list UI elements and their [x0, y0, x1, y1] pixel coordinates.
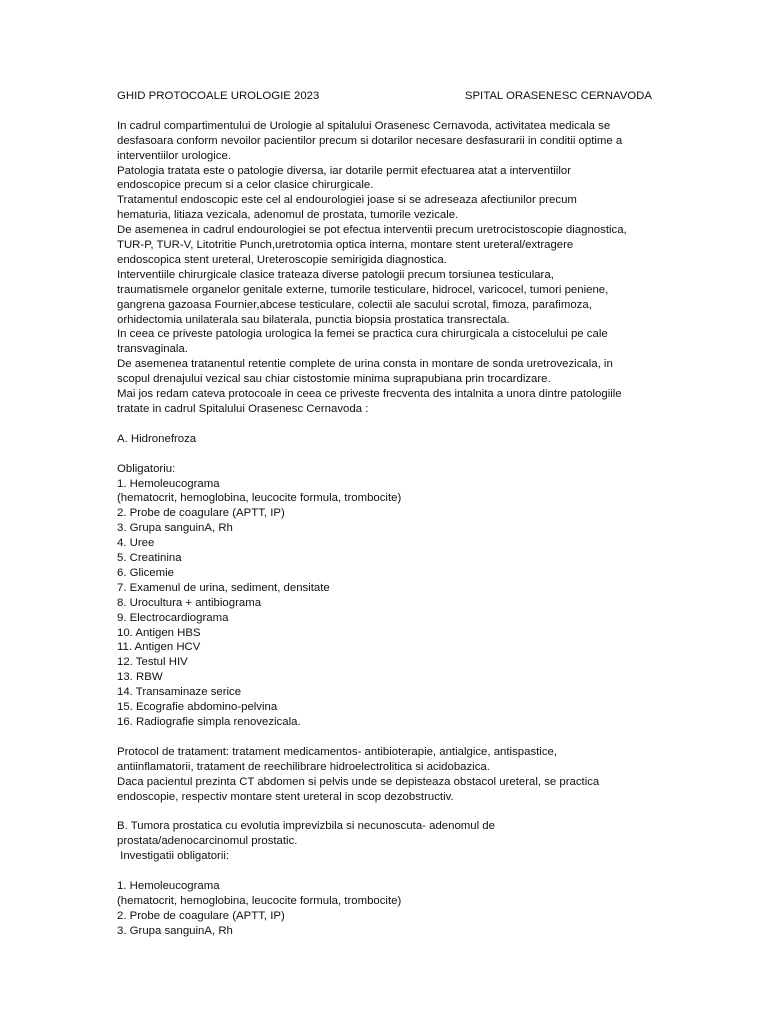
spacer: [117, 864, 652, 879]
intro-line: orhidectomia unilaterala sau bilaterala, punctia biopsia prostatica transrectala.: [117, 313, 510, 326]
list-item: 10. Antigen HBS: [117, 626, 201, 639]
treatment-line: Daca pacientul prezinta CT abdomen si pelvis unde se depisteaza obstacol ureteral, se practica: [117, 775, 600, 788]
list-item: 2. Probe de coagulare (APTT, IP): [117, 507, 285, 520]
intro-line: TUR-P, TUR-V, Litotritie Punch,uretrotomia optica interna, montare stent ureteral/extragere: [117, 239, 574, 252]
section-b-title: prostata/adenocarcinomul prostatic.: [117, 835, 298, 848]
list-item: 1. Hemoleucograma: [117, 477, 220, 490]
list-item: 9. Electrocardiograma: [117, 611, 229, 624]
intro-line: In ceea ce priveste patologia urologica la femei se practica cura chirurgicala a cistocelului pe cale: [117, 328, 608, 341]
list-item: 15. Ecografie abdomino-pelvina: [117, 701, 278, 714]
obligatory-label: Obligatoriu:: [117, 462, 176, 475]
intro-line: Tratamentul endoscopic este cel al endourologiei joase si se adreseaza afectiunilor precum: [117, 194, 577, 207]
spacer: [117, 417, 652, 432]
list-item: 7. Examenul de urina, sediment, densitate: [117, 581, 330, 594]
list-item: 6. Glicemie: [117, 566, 174, 579]
intro-line: endoscopica stent ureteral, Ureteroscopie semirigida diagnostica.: [117, 253, 447, 266]
header-hospital: SPITAL ORASENESC CERNAVODA: [464, 90, 652, 102]
section-a-investigations: [117, 477, 652, 730]
intro-line: scopul drenajului vezical sau chiar cistostomie minima suprapubiana prin trocardizare.: [117, 373, 551, 386]
list-item: (hematocrit, hemoglobina, leucocite formula, trombocite): [117, 894, 402, 907]
list-item: 3. Grupa sanguinA, Rh: [117, 522, 233, 535]
list-item: 1. Hemoleucograma: [117, 879, 220, 892]
intro-line: Mai jos redam cateva protocoale in ceea ce priveste frecventa des intalnita a unora dintre patologiile: [117, 388, 622, 401]
treatment-line: antiinflamatorii, tratament de reechilibrare hidroelectrolitica si acidobazica.: [117, 760, 490, 773]
intro-paragraph: [117, 119, 652, 417]
intro-line: De asemenea tratanentul retentie complete de urina consta in montare de sonda uretrovezicala, in: [117, 358, 613, 371]
intro-line: interventiilor urologice.: [117, 149, 231, 162]
list-item: 3. Grupa sanguinA, Rh: [117, 924, 233, 937]
list-item: 11. Antigen HCV: [117, 641, 201, 654]
list-item: 5. Creatinina: [117, 552, 182, 565]
list-item: 4. Uree: [117, 537, 155, 550]
list-item: 13. RBW: [117, 671, 163, 684]
intro-line: Patologia tratata este o patologie diversa, iar dotarile permit efectuarea atat a interventiilor: [117, 164, 571, 177]
section-b: [117, 819, 652, 938]
list-item: 8. Urocultura + antibiograma: [117, 596, 262, 609]
list-item: 12. Testul HIV: [117, 656, 188, 669]
section-a-title: A. Hidronefroza: [117, 432, 197, 445]
intro-line: gangrena gazoasa Fournier,abcese testiculare, colectii ale sacului scrotal, fimoza, parafimoza,: [117, 298, 592, 311]
section-b-title: B. Tumora prostatica cu evolutia imprevizbila si necunoscuta- adenomul de: [117, 820, 495, 833]
intro-line: In cadrul compartimentului de Urologie al spitalului Orasenesc Cernavoda, activitatea medicala se: [117, 119, 611, 132]
intro-line: desfasoara conform nevoilor pacientilor precum si dotarilor necesare desfasurarii in conditii optime a: [117, 134, 623, 147]
document-page: [117, 89, 652, 939]
section-b-subtitle: Investigatii obligatorii:: [117, 850, 230, 863]
section-a: [117, 432, 652, 805]
section-a-treatment: [117, 745, 652, 805]
intro-line: endoscopice precum si a celor clasice chirurgicale.: [117, 179, 374, 192]
section-b-investigations: [117, 879, 652, 939]
intro-line: transvaginala.: [117, 343, 188, 356]
intro-line: Interventiile chirurgicale clasice trateaza diverse patologii precum torsiunea testiculara,: [117, 268, 554, 281]
intro-line: De asemenea in cadrul endourologiei se pot efectua interventii precum uretrocistoscopie diagnostica,: [117, 224, 627, 237]
spacer: [117, 804, 652, 819]
list-item: 2. Probe de coagulare (APTT, IP): [117, 909, 285, 922]
header-title: GHID PROTOCOALE UROLOGIE 2023: [117, 90, 320, 102]
intro-line: tratate in cadrul Spitalului Orasenesc Cernavoda :: [117, 403, 369, 416]
spacer: [117, 730, 652, 745]
list-item: 16. Radiografie simpla renovezicala.: [117, 716, 301, 729]
treatment-line: Protocol de tratament: tratament medicamentos- antibioterapie, antialgice, antispastice,: [117, 745, 558, 758]
intro-line: traumatismele organelor genitale externe, tumorile testiculare, hidrocel, varicocel, tumori peniene,: [117, 283, 609, 296]
treatment-line: endoscopie, respectiv montare stent ureteral in scop dezobstructiv.: [117, 790, 454, 803]
list-item: (hematocrit, hemoglobina, leucocite formula, trombocite): [117, 492, 402, 505]
spacer: [117, 447, 652, 462]
list-item: 14. Transaminaze serice: [117, 686, 242, 699]
document-header: [117, 89, 652, 104]
intro-line: hematuria, litiaza vezicala, adenomul de prostata, tumorile vezicale.: [117, 209, 459, 222]
